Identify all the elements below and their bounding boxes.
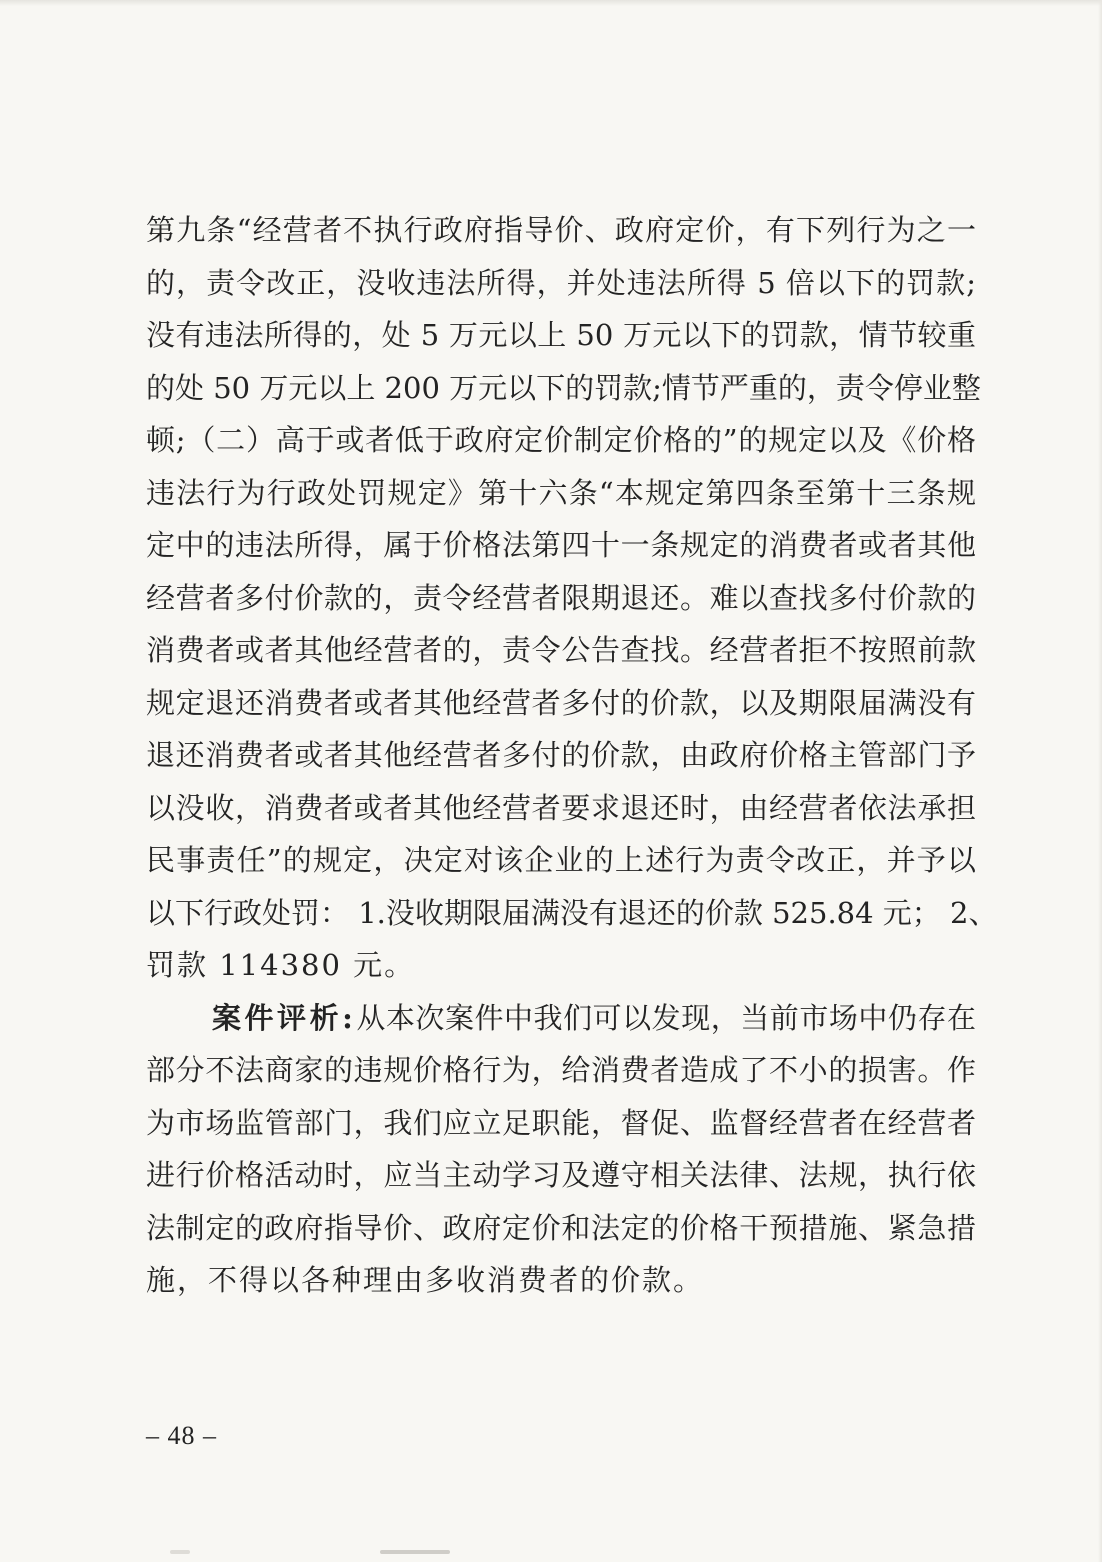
text-line: 以下行政处罚： 1.没收期限届满没有退还的价款 525.84 元； 2、 xyxy=(146,895,998,930)
text-line: 没有违法所得的，处 5 万元以上 50 万元以下的罚款，情节较重 xyxy=(146,318,976,352)
text-line: 法制定的政府指导价、政府定价和法定的价格干预措施、紧急措 xyxy=(146,1210,976,1245)
document-body xyxy=(146,204,998,1307)
text-line: 消费者或者其他经营者的，责令公告查找。经营者拒不按照前款 xyxy=(146,633,976,667)
text-line: 第九条“经营者不执行政府指导价、政府定价，有下列行为之一 xyxy=(146,213,976,247)
text-line: 罚款 114380 元。 xyxy=(146,948,416,982)
scan-mark xyxy=(170,1550,190,1554)
text-line: 规定退还消费者或者其他经营者多付的价款，以及期限届满没有 xyxy=(146,685,976,720)
analysis-heading: 案件评析: xyxy=(212,1000,356,1035)
scan-mark xyxy=(380,1550,450,1554)
text-line xyxy=(146,992,976,1045)
paragraph-case-analysis xyxy=(146,992,976,1307)
paragraph-penalty-basis xyxy=(146,204,998,992)
page-number: – 48 – xyxy=(146,1421,217,1450)
text-line: 部分不法商家的违规价格行为，给消费者造成了不小的损害。作 xyxy=(146,1053,976,1087)
analysis-first-line-text: 从本次案件中我们可以发现，当前市场中仍存在 xyxy=(355,1000,976,1035)
text-line: 定中的违法所得，属于价格法第四十一条规定的消费者或者其他 xyxy=(146,528,976,562)
text-line: 以没收，消费者或者其他经营者要求退还时，由经营者依法承担 xyxy=(146,790,976,825)
text-line: 民事责任”的规定，决定对该企业的上述行为责令改正，并予以 xyxy=(146,843,976,877)
text-line: 违法行为行政处罚规定》第十六条“本规定第四条至第十三条规 xyxy=(146,475,976,510)
scan-edge-top xyxy=(0,0,1102,6)
text-line: 退还消费者或者其他经营者多付的价款，由政府价格主管部门予 xyxy=(146,738,976,772)
text-line: 顿;（二）高于或者低于政府定价制定价格的”的规定以及《价格 xyxy=(146,423,976,457)
text-line: 为市场监管部门，我们应立足职能，督促、监督经营者在经营者 xyxy=(146,1105,976,1140)
scan-edge-right xyxy=(1098,0,1102,1562)
text-line: 进行价格活动时，应当主动学习及遵守相关法律、法规，执行依 xyxy=(146,1158,976,1192)
text-line: 施，不得以各种理由多收消费者的价款。 xyxy=(146,1263,705,1297)
text-line: 经营者多付价款的，责令经营者限期退还。难以查找多付价款的 xyxy=(146,580,976,615)
text-line: 的处 50 万元以上 200 万元以下的罚款;情节严重的，责令停业整 xyxy=(146,370,981,405)
text-line: 的，责令改正，没收违法所得，并处违法所得 5 倍以下的罚款; xyxy=(146,265,976,300)
